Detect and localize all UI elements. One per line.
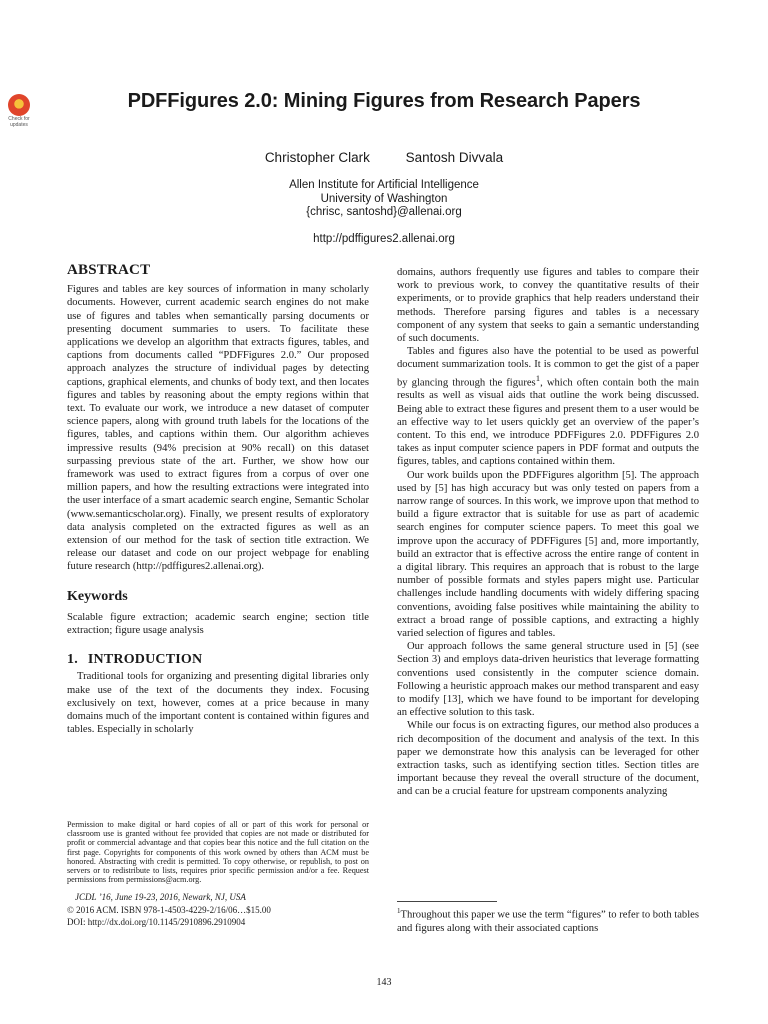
doi-label: DOI: [67, 917, 86, 927]
right-column [397, 266, 699, 799]
author-name: Christopher Clark [264, 150, 370, 165]
body-paragraph: Our work builds upon the PDFFigures algorithm [5]. The approach used by [5] has high accuracy but was only tested on papers from a narrow range of sources. In this work, we improve upon that method to build a figure extractor that is suitable for use as part of academic search engines for computer science papers. To meet this goal we improve upon the accuracy of PDFFigures [5] and, more importantly, build an extractor that is effective across the entire range of content in a digital library. This requires an approach that is robust to the large number of possible formats and styles papers might use. Particular challenges include handling documents with widely differing spacing conventions, avoiding false positives while maintaining the ability to extract a broad range of possible captions, and extracting a highly varied selection of figures and tables. [397, 469, 699, 640]
section-title: INTRODUCTION [87, 652, 203, 668]
author-list [0, 150, 768, 165]
badge-label: Check for updates [8, 116, 30, 128]
paragraph-text: Tables and figures also have the potential to be used as powerful document summarization tools. It is common to get the gist of a paper by glancing through the figures [397, 346, 699, 389]
affiliation-line: Allen Institute for Artificial Intelligence [289, 179, 479, 191]
publication-info [67, 891, 369, 929]
section-number: 1. [67, 652, 78, 668]
author-name: Santosh Divvala [405, 150, 504, 165]
footnote-rule [397, 901, 497, 902]
keywords-text: Scalable figure extraction; academic search engine; section title extraction; figure usage analysis [67, 611, 369, 637]
paragraph-text: , which often contain both the main results as well as visual aids that outline the work being discussed. Being able to extract these figures and present them to a user would be an effective way to let users quickly get an overview of the paper’s content. To this end, we introduce PDFFigures 2.0. PDFFigures 2.0 takes as input computer science papers in PDF format and outputs the figures, tables, and captions contained within them. [397, 377, 699, 468]
paper-title: PDFFigures 2.0: Mining Figures from Research Papers [127, 90, 641, 112]
permission-notice: Permission to make digital or hard copies of all or part of this work for personal or classroom use is granted without fee provided that copies are not made or distributed for profit or commercial advantage and that copies bear this notice and the full citation on the first page. Copyrights for components of this work owned by others than ACM must be honored. Abstracting with credit is permitted. To copy otherwise, or republish, to post on servers or to redistribute to lists, requires prior specific permission and/or a fee. Request permissions from permissions@acm.org. [67, 820, 369, 885]
body-paragraph [397, 345, 699, 468]
footnote-text: Throughout this paper we use the term “figures” to refer to both tables and figures along with their associated captions [397, 909, 699, 934]
affiliation-block [0, 179, 768, 220]
copyright-line: © 2016 ACM. ISBN 978-1-4503-4229-2/16/06…$15.00 [67, 904, 271, 915]
page-number: 143 [376, 977, 392, 988]
footnote-mark: 1 [397, 907, 401, 915]
author-emails: {chrisc, santoshd}@allenai.org [306, 206, 462, 218]
body-paragraph: domains, authors frequently use figures and tables to compare their work to previous work, to convey the quantitative results of their experiments, or to provide graphics that help readers understand their methods. Therefore parsing figures and tables is a necessary component of any system that seeks to gain a semantic understanding of such documents. [397, 267, 699, 345]
keywords-heading: Keywords [67, 588, 128, 604]
body-paragraph: Our approach follows the same general structure used in [5] (see Section 3) and employs data-driven heuristics that leverage formatting conventions used consistently in the computer science domain. Following a heuristic approach makes our method transparent and easy to modify [13], which we have found to be important for developing an effective solution to this task. [397, 641, 699, 719]
doi-line [67, 916, 369, 929]
affiliation-line: University of Washington [320, 192, 448, 205]
intro-paragraph: Traditional tools for organizing and presenting digital libraries only make use of the text of the documents they index. Focusing exclusively on text, however, comes at a price because in many domains much of the important content is contained within figures and tables. Especially in scholarly [67, 671, 369, 736]
footnote-reference[interactable]: 1 [535, 372, 541, 383]
introduction-heading [67, 653, 369, 666]
abstract-heading: ABSTRACT [67, 262, 151, 278]
doi-link[interactable]: http://dx.doi.org/10.1145/2910896.2910904 [87, 917, 246, 927]
body-paragraph: While our focus is on extracting figures, our method also produces a rich decomposition of the document and analysis of the text. In this paper we demonstrate how this analysis can be leveraged for other extraction tasks, such as identifying section titles. Section titles are important because they reveal the overall structure of the document, and can be a crucial feature for upstream components analyzing [397, 720, 699, 798]
conference-venue: JCDL ’16, June 19-23, 2016, Newark, NJ, USA [75, 892, 246, 902]
abstract-text: Figures and tables are key sources of information in many scholarly documents. However, current academic search engines do not make use of figures and tables when semantically parsing documents or presenting document summaries to users. To facilitate these applications we develop an algorithm that extracts figures, tables, and captions from documents called “PDFFigures 2.0.” Our proposed approach analyzes the structure of individual pages by detecting captions, graphical elements, and chunks of body text, and then locates figures and tables by reasoning about the empty regions within that text. To evaluate our work, we introduce a new dataset of computer science papers, along with ground truth labels for the locations of the figures, tables, and captions within them. Our algorithm achieves impressive results (94% precision at 90% recall) on this dataset surpassing previous state of the art. Further, we show how our framework was used to extract figures from a corpus of over one million papers, and how the resulting extractions were integrated into the user interface of a smart academic search engine, Semantic Scholar (www.semanticscholar.org). Finally, we present results of exploratory data analysis completed on the extracted figures as well as an extension of our method for the task of section title extraction. We release our dataset and code on our project webpage for enabling future research (http://pdffigures2.allenai.org). [67, 284, 369, 573]
left-column [67, 264, 369, 737]
project-url[interactable]: http://pdffigures2.allenai.org [313, 233, 455, 245]
footnote [397, 905, 699, 935]
